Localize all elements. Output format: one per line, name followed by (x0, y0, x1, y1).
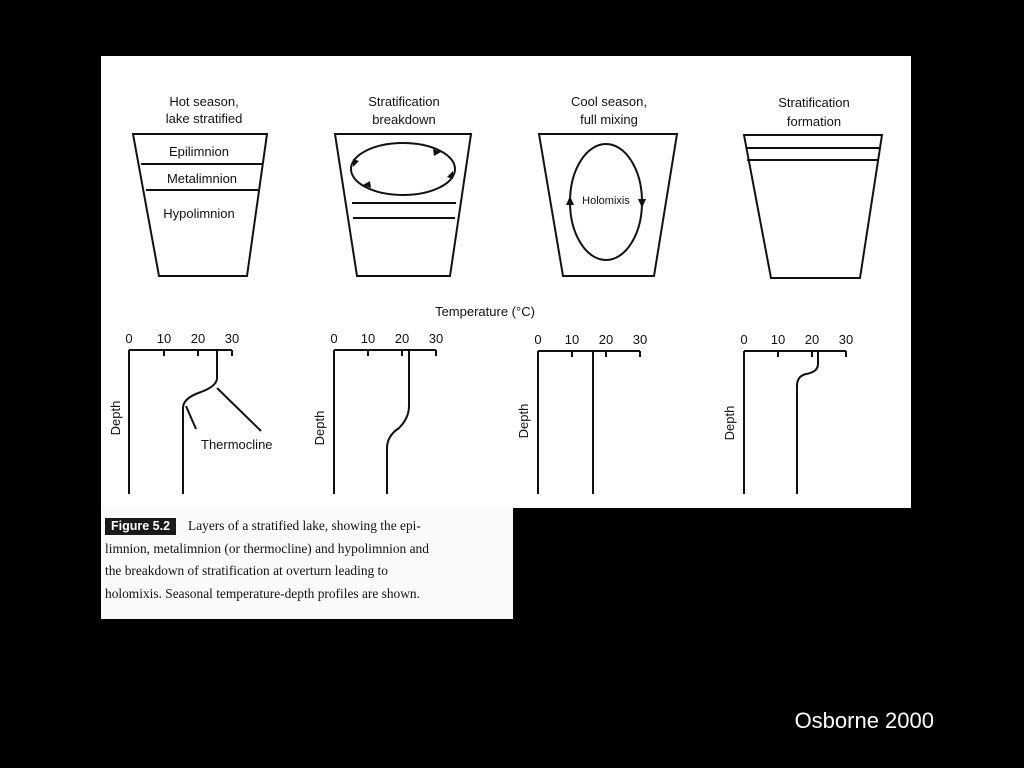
profile-1-tick-20: 20 (190, 331, 206, 346)
profile-4-depth-label: Depth (722, 405, 737, 441)
lake-3-arrow-up (566, 196, 574, 205)
lake-2-circulation-loop (351, 143, 455, 195)
figure-panel (101, 56, 911, 508)
lake-3-title-line-1: Cool season, (571, 94, 647, 109)
lake-2-title-line-2: breakdown (372, 112, 436, 127)
epilimnion-label: Epilimnion (169, 144, 229, 159)
profile-4 (722, 332, 853, 494)
profile-4-tick-30: 30 (838, 332, 854, 347)
profile-3-tick-0: 0 (534, 332, 542, 347)
profile-2-tick-20: 20 (394, 331, 410, 346)
lake-1-title-line-2: lake stratified (165, 111, 243, 126)
thermocline-label: Thermocline (201, 437, 273, 452)
profile-4-tick-10: 10 (770, 332, 786, 347)
figure-label: Figure 5.2 (105, 518, 176, 535)
thermocline-pointer-2 (186, 406, 196, 429)
profile-1-tick-30: 30 (224, 331, 240, 346)
profile-2-tick-0: 0 (330, 331, 338, 346)
profile-4-temperature-curve (797, 351, 818, 494)
profile-3-depth-label: Depth (516, 403, 531, 439)
profile-2-temperature-curve (387, 350, 409, 494)
metalimnion-label: Metalimnion (166, 171, 238, 186)
hypolimnion-label: Hypolimnion (163, 206, 235, 221)
lake-2-title-line-1: Stratification (368, 94, 440, 109)
caption-text-4: holomixis. Seasonal temperature-depth profiles are shown. (105, 585, 420, 601)
caption-text-3: the breakdown of stratification at overturn leading to (105, 563, 388, 578)
holomixis-label: Holomixis (582, 195, 630, 207)
lake-2-arrow-right (447, 171, 453, 179)
lake-2-basin (335, 134, 471, 276)
profile-2-depth-label: Depth (312, 410, 327, 446)
lake-stratification-diagram (101, 56, 911, 508)
lake-3-arrow-down (638, 199, 646, 208)
figure-caption (101, 507, 513, 619)
profile-1-depth-label: Depth (108, 400, 123, 436)
profile-4-tick-20: 20 (804, 332, 820, 347)
profile-3-tick-20: 20 (598, 332, 614, 347)
profile-1-tick-0: 0 (125, 331, 133, 346)
source-credit: Osborne 2000 (794, 708, 934, 733)
lake-4-basin (744, 135, 882, 278)
temperature-axis-title: Temperature (°C) (435, 304, 535, 319)
profile-2-tick-30: 30 (428, 331, 444, 346)
profile-1 (108, 331, 273, 494)
lake-2-arrow-left (353, 159, 359, 167)
profile-2 (312, 331, 443, 494)
lake-1-title-line-1: Hot season, (169, 94, 239, 109)
caption-text-2: limnion, metalimnion (or thermocline) and hypolimnion and (105, 540, 429, 556)
lake-4-title-line-1: Stratification (778, 95, 850, 110)
profile-4-tick-0: 0 (740, 332, 748, 347)
profile-1-temperature-curve (183, 350, 217, 494)
thermocline-pointer-1 (217, 388, 261, 431)
profile-3-tick-10: 10 (564, 332, 580, 347)
lake-4-title-line-2: formation (786, 114, 842, 129)
profile-2-tick-10: 10 (360, 331, 376, 346)
profile-3-tick-30: 30 (632, 332, 648, 347)
profile-3 (516, 332, 647, 494)
caption-text-1: Layers of a stratified lake, showing the epi- (188, 518, 421, 533)
profile-1-tick-10: 10 (156, 331, 172, 346)
caption-line-1 (105, 515, 507, 538)
lake-3-title-line-2: full mixing (580, 112, 638, 127)
